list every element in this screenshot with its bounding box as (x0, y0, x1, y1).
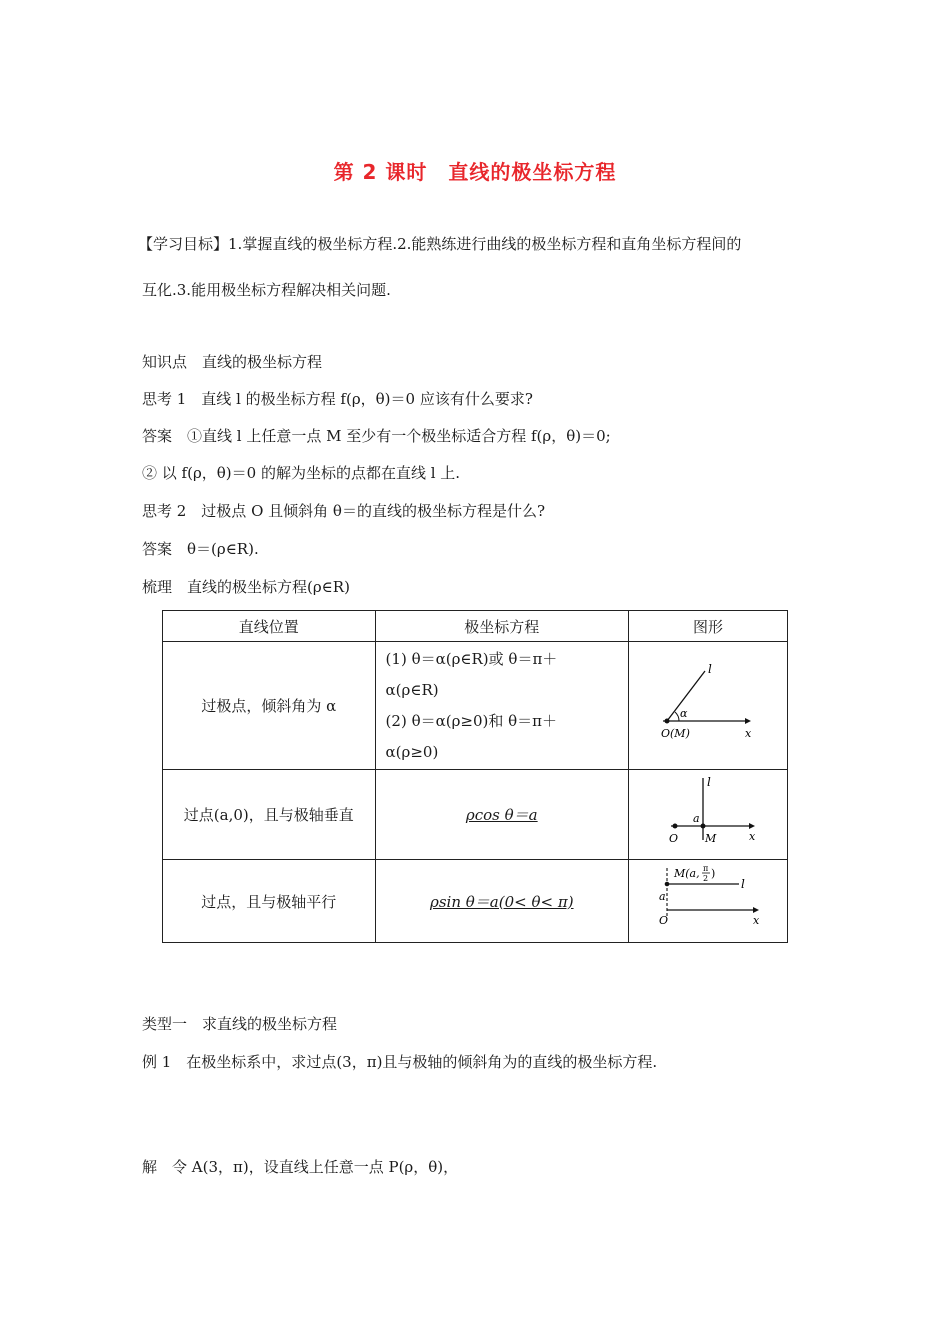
label-Ma: M(a, (674, 867, 700, 880)
row1-eq-line-1: (1) θ＝α(ρ∈R)或 θ＝π＋ (385, 649, 558, 668)
label-a: a (659, 890, 666, 903)
label-alpha: α (680, 706, 688, 720)
objectives-text-1: 1.掌握直线的极坐标方程.2.能熟练进行曲线的极坐标方程和直角坐标方程间的 (228, 235, 742, 253)
row1-eq-line-3: (2) θ＝α(ρ≥0)和 θ＝π＋ (385, 711, 558, 730)
think-1: 思考 1 直线 l 的极坐标方程 f(ρ，θ)＝0 应该有什么要求? (142, 390, 533, 408)
label-l: l (708, 661, 712, 676)
row1-figure (629, 642, 788, 770)
label-a: a (693, 812, 700, 825)
row2-equation-text: ρcos θ＝a (465, 806, 538, 824)
header-equation: 极坐标方程 (375, 611, 628, 642)
vertical-line-figure (633, 770, 783, 855)
table-header-row (163, 611, 788, 642)
answer-1b: ② 以 f(ρ，θ)＝0 的解为坐标的点都在直线 l 上. (142, 464, 461, 482)
objectives-line-2: 互化.3.能用极坐标方程解决相关问题. (142, 281, 391, 299)
row1-equation (375, 642, 628, 770)
answer-2: 答案 θ＝(ρ∈R). (142, 540, 259, 558)
think-2: 思考 2 过极点 O 且倾斜角 θ＝的直线的极坐标方程是什么? (142, 502, 545, 520)
solution-1: 解 令 A(3，π)，设直线上任意一点 P(ρ，θ)， (142, 1158, 459, 1176)
line-through-pole-figure (633, 649, 783, 759)
label-O: O (669, 832, 679, 845)
row3-figure (629, 860, 788, 943)
row3-equation (375, 860, 628, 943)
row3-equation-text: ρsin θ＝a(0< θ< π) (430, 892, 574, 911)
objectives-label: 【学习目标】 (138, 235, 229, 253)
table-row (163, 770, 788, 860)
row1-position: 过极点，倾斜角为 α (163, 642, 376, 770)
row1-eq-line-4: α(ρ≥0) (385, 742, 439, 761)
answer-1a: 答案 ①直线 l 上任意一点 M 至少有一个极坐标适合方程 f(ρ，θ)＝0; (142, 427, 611, 445)
row3-position: 过点，且与极轴平行 (163, 860, 376, 943)
label-x: x (753, 914, 760, 927)
table-row (163, 860, 788, 943)
type-1-heading: 类型一 求直线的极坐标方程 (142, 1015, 338, 1033)
row1-eq-line-2: α(ρ∈R) (385, 680, 439, 699)
row2-equation (375, 770, 628, 860)
label-x: x (745, 726, 752, 740)
header-figure: 图形 (629, 611, 788, 642)
row2-figure (629, 770, 788, 860)
label-x: x (749, 830, 756, 843)
label-pi: π (703, 864, 709, 873)
label-OM: O(M) (661, 726, 690, 740)
table-row (163, 642, 788, 770)
label-l: l (741, 877, 745, 891)
objectives-line-1 (138, 234, 741, 254)
polar-line-table (162, 610, 788, 943)
row2-position: 过点(a,0)，且与极轴垂直 (163, 770, 376, 860)
example-1: 例 1 在极坐标系中，求过点(3，π)且与极轴的倾斜角为的直线的极坐标方程. (142, 1053, 658, 1071)
label-O: O (659, 914, 669, 927)
header-position: 直线位置 (163, 611, 376, 642)
page-title: 第 2 课时 直线的极坐标方程 (333, 160, 617, 184)
label-two: 2 (703, 874, 709, 883)
label-M: M (705, 832, 717, 845)
summary-heading: 梳理 直线的极坐标方程(ρ∈R) (142, 578, 350, 596)
label-close-paren: ) (711, 867, 716, 880)
horizontal-line-figure (633, 860, 783, 938)
knowledge-heading: 知识点 直线的极坐标方程 (142, 353, 323, 371)
label-l: l (707, 775, 711, 789)
